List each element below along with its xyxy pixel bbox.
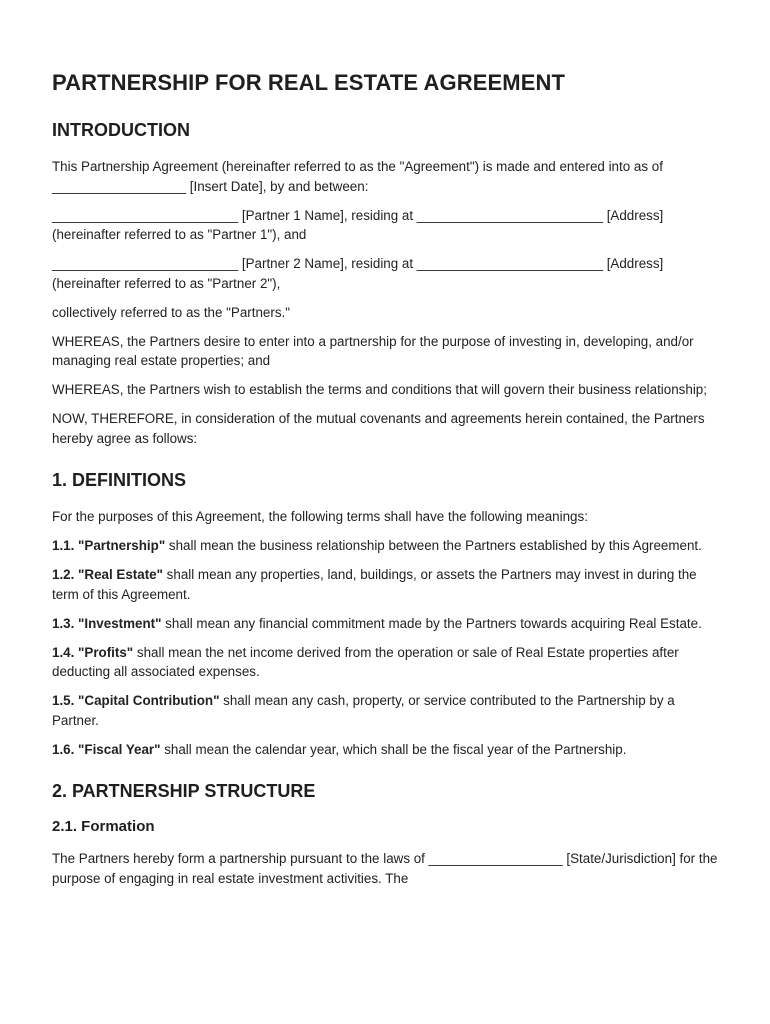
intro-paragraph: WHEREAS, the Partners wish to establish the terms and conditions that will govern their business relationship; — [52, 382, 707, 397]
document-title: PARTNERSHIP FOR REAL ESTATE AGREEMENT — [52, 70, 565, 95]
intro-paragraph: _________________________ [Partner 2 Name], residing at _________________________ [Address] (hereinafter referred to as "Partner 2"), — [52, 256, 664, 291]
definition-text: shall mean the calendar year, which shall be the fiscal year of the Partnership. — [160, 741, 627, 757]
intro-paragraph: collectively referred to as the "Partners." — [52, 304, 290, 320]
definition-text: shall mean any properties, land, buildings, or assets the Partners may invest in during the term of this Agreement. — [52, 567, 697, 602]
definition-item — [52, 740, 722, 760]
section-heading-introduction: INTRODUCTION — [52, 120, 190, 140]
definition-text: shall mean any financial commitment made by the Partners towards acquiring Real Estate. — [161, 615, 702, 631]
definitions-intro: For the purposes of this Agreement, the following terms shall have the following meanings: — [52, 509, 588, 524]
section-heading-definitions: 1. DEFINITIONS — [52, 470, 187, 490]
definition-text: shall mean any cash, property, or service contributed to the Partnership by a Partner. — [52, 693, 675, 728]
definition-item — [52, 614, 722, 634]
definition-item — [52, 536, 722, 556]
document-page — [52, 70, 722, 898]
definition-item — [52, 643, 722, 682]
definition-term: 1.6. "Fiscal Year" — [52, 741, 161, 757]
definition-item — [52, 565, 722, 604]
intro-paragraph: _________________________ [Partner 1 Name], residing at _________________________ [Address] (hereinafter referred to as "Partner 1"), and — [52, 207, 664, 242]
subsection-heading-formation: 2.1. Formation — [52, 818, 155, 835]
intro-paragraph: NOW, THEREFORE, in consideration of the mutual covenants and agreements herein contained, the Partners hereby agree as follows: — [52, 411, 705, 446]
intro-paragraph: WHEREAS, the Partners desire to enter into a partnership for the purpose of investing in, developing, and/or managing real estate properties; and — [52, 333, 694, 368]
definition-term: 1.2. "Real Estate" — [52, 567, 163, 582]
definition-term: 1.4. "Profits" — [52, 644, 134, 660]
formation-paragraph: The Partners hereby form a partnership pursuant to the laws of __________________ [State/Jurisdiction] for the purpose of engaging in real estate investment activities. The — [52, 851, 718, 886]
intro-paragraph: This Partnership Agreement (hereinafter referred to as the "Agreement") is made and entered into as of __________________ [Insert Date], by and between: — [52, 159, 663, 194]
definition-term: 1.1. "Partnership" — [52, 538, 166, 553]
definition-text: shall mean the net income derived from the operation or sale of Real Estate properties after deducting all associated expenses. — [52, 644, 679, 679]
definition-term: 1.5. "Capital Contribution" — [52, 693, 220, 708]
definition-item — [52, 691, 722, 730]
definition-term: 1.3. "Investment" — [52, 615, 162, 631]
section-heading-partnership-structure: 2. PARTNERSHIP STRUCTURE — [52, 781, 316, 801]
definition-text: shall mean the business relationship between the Partners established by this Agreement. — [165, 538, 702, 553]
